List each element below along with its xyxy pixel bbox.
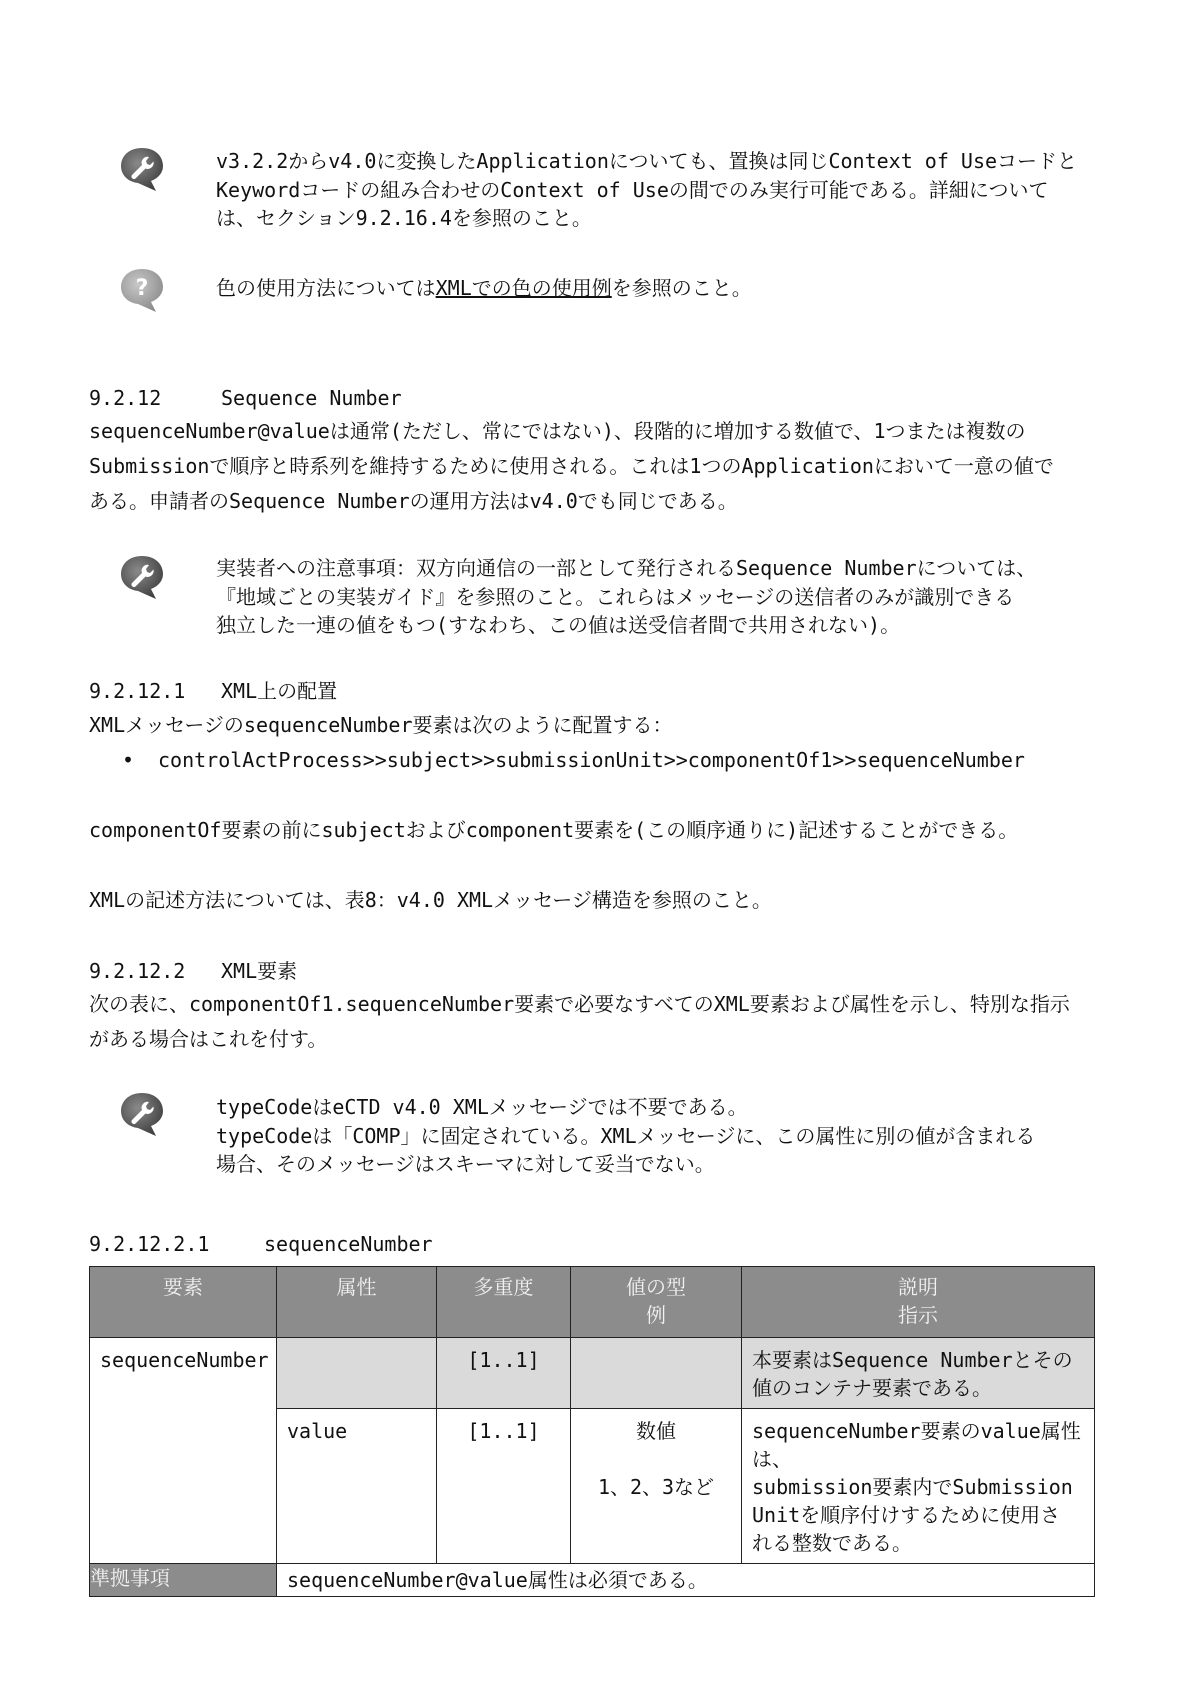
wrench-icon <box>118 553 166 601</box>
question-icon <box>118 266 166 314</box>
body-line: XMLの記述方法については、表8：v4.0 XMLメッセージ構造を参照のこと。 <box>89 888 772 912</box>
section-number: 9.2.12.1 <box>89 679 186 703</box>
element-name: sequenceNumber <box>100 1348 269 1372</box>
table-cell <box>90 1338 277 1564</box>
header-value-type <box>571 1267 742 1338</box>
note-text <box>216 274 1096 303</box>
table-cell <box>437 1409 571 1564</box>
table-cell <box>277 1338 437 1409</box>
intro-line: XMLメッセージのsequenceNumber要素は次のように配置する： <box>89 713 673 737</box>
description-line: Unitを順序付けするために使用さ <box>752 1503 1061 1527</box>
note-line: 独立した一連の値をもつ(すなわち、この値は送受信者間で共用されない)。 <box>216 613 901 637</box>
section-number: 9.2.12.2.1 <box>89 1232 210 1256</box>
header-element: 要素 <box>90 1267 277 1338</box>
wrench-icon <box>118 1090 166 1138</box>
body-line: sequenceNumber@valueは通常(ただし、常にではない)、段階的に増加する数値で、1つまたは複数の <box>89 419 1026 443</box>
header-line: 説明 <box>898 1275 938 1299</box>
section-title: sequenceNumber <box>264 1232 433 1256</box>
value-example: 1、2、3など <box>597 1475 715 1499</box>
note-line: は、セクション9.2.16.4を参照のこと。 <box>216 206 592 230</box>
compliance-text: sequenceNumber@value属性は必須である。 <box>277 1564 1095 1597</box>
body-line: がある場合はこれを付す。 <box>89 1027 328 1051</box>
cardinality-value: [1..1] <box>467 1419 540 1443</box>
section-intro <box>89 708 1099 743</box>
section-heading <box>89 677 337 705</box>
attribute-name <box>277 1338 436 1352</box>
attribute-name: value <box>287 1419 348 1443</box>
table-cell <box>571 1338 742 1409</box>
description-line: sequenceNumber要素のvalue属性は、 <box>752 1419 1081 1471</box>
note-line: typeCodeはeCTD v4.0 XMLメッセージでは不要である。 <box>216 1095 748 1119</box>
table-cell <box>742 1409 1095 1564</box>
header-line: 指示 <box>898 1303 938 1327</box>
body-line: Submissionで順序と時系列を維持するために使用される。これは1つのApplicationにおいて一意の値で <box>89 454 1054 478</box>
note-line: 実装者への注意事項：双方向通信の一部として発行されるSequence Numberについては、 <box>216 556 1037 580</box>
note-line: 『地域ごとの実装ガイド』を参照のこと。これらはメッセージの送信者のみが識別できる <box>216 584 1015 609</box>
color-usage-link[interactable]: XMLでの色の使用例 <box>435 276 612 300</box>
compliance-label: 準拠事項 <box>90 1564 277 1597</box>
note-prefix: 色の使用方法については <box>216 276 436 300</box>
header-line: 値の型 <box>626 1275 686 1299</box>
header-cardinality: 多重度 <box>437 1267 571 1338</box>
section-heading <box>89 1230 433 1258</box>
section-heading <box>89 384 402 412</box>
table-cell <box>277 1409 437 1564</box>
description-line: 値のコンテナ要素である。 <box>752 1376 992 1400</box>
table-header-row <box>90 1267 1095 1338</box>
note-line: v3.2.2からv4.0に変換したApplicationについても、置換は同じContext of Useコードと <box>216 149 1078 173</box>
body-line: componentOf要素の前にsubjectおよびcomponent要素を(この順序通りに)記述することができる。 <box>89 818 1019 842</box>
table-cell <box>571 1409 742 1564</box>
value-type <box>571 1338 741 1352</box>
body-line: 次の表に、componentOf1.sequenceNumber要素で必要なすべてのXML要素および属性を示し、特別な指示 <box>89 992 1070 1016</box>
section-body <box>89 414 1099 519</box>
element-table <box>89 1266 1095 1597</box>
value-type-name: 数値 <box>636 1419 676 1443</box>
table-row <box>90 1338 1095 1409</box>
section-body <box>89 987 1099 1057</box>
body-line: ある。申請者のSequence Numberの運用方法はv4.0でも同じである。 <box>89 489 738 513</box>
note-suffix: を参照のこと。 <box>611 276 752 300</box>
note-line: Keywordコードの組み合わせのContext of Useの間でのみ実行可能である。詳細について <box>216 177 1049 202</box>
section-title: XML上の配置 <box>221 679 338 703</box>
svg-text:?: ? <box>135 276 149 301</box>
note-text <box>216 1093 1096 1179</box>
description <box>742 1409 1094 1563</box>
section-number: 9.2.12 <box>89 386 162 410</box>
list-item-text: controlActProcess>>subject>>submissionUnit>>componentOf1>>sequenceNumber <box>158 748 1025 772</box>
section-title: XML要素 <box>221 959 298 983</box>
section-title: Sequence Number <box>221 386 402 410</box>
description-line: 本要素はSequence Numberとその <box>752 1348 1073 1372</box>
description-line: submission要素内でSubmission <box>752 1475 1073 1499</box>
table-cell <box>742 1338 1095 1409</box>
note-line: 場合、そのメッセージはスキーマに対して妥当でない。 <box>216 1152 715 1176</box>
paragraph <box>89 883 1099 918</box>
note-text <box>216 147 1096 233</box>
table-cell <box>437 1338 571 1409</box>
note-text <box>216 554 1096 640</box>
note-line: typeCodeは「COMP」に固定されている。XMLメッセージに、この属性に別の値が含まれる <box>216 1123 1036 1148</box>
cardinality-value: [1..1] <box>467 1348 540 1372</box>
value-type <box>571 1409 741 1507</box>
bullet-icon: • <box>122 748 135 772</box>
header-line: 例 <box>646 1303 666 1327</box>
paragraph <box>89 813 1099 848</box>
list-item <box>122 746 1025 774</box>
section-number: 9.2.12.2 <box>89 959 186 983</box>
wrench-icon <box>118 145 166 193</box>
header-description <box>742 1267 1095 1338</box>
section-heading <box>89 957 297 985</box>
description <box>742 1338 1094 1408</box>
header-attribute: 属性 <box>277 1267 437 1338</box>
description-line: れる整数である。 <box>752 1531 912 1555</box>
table-footer-row <box>90 1564 1095 1597</box>
